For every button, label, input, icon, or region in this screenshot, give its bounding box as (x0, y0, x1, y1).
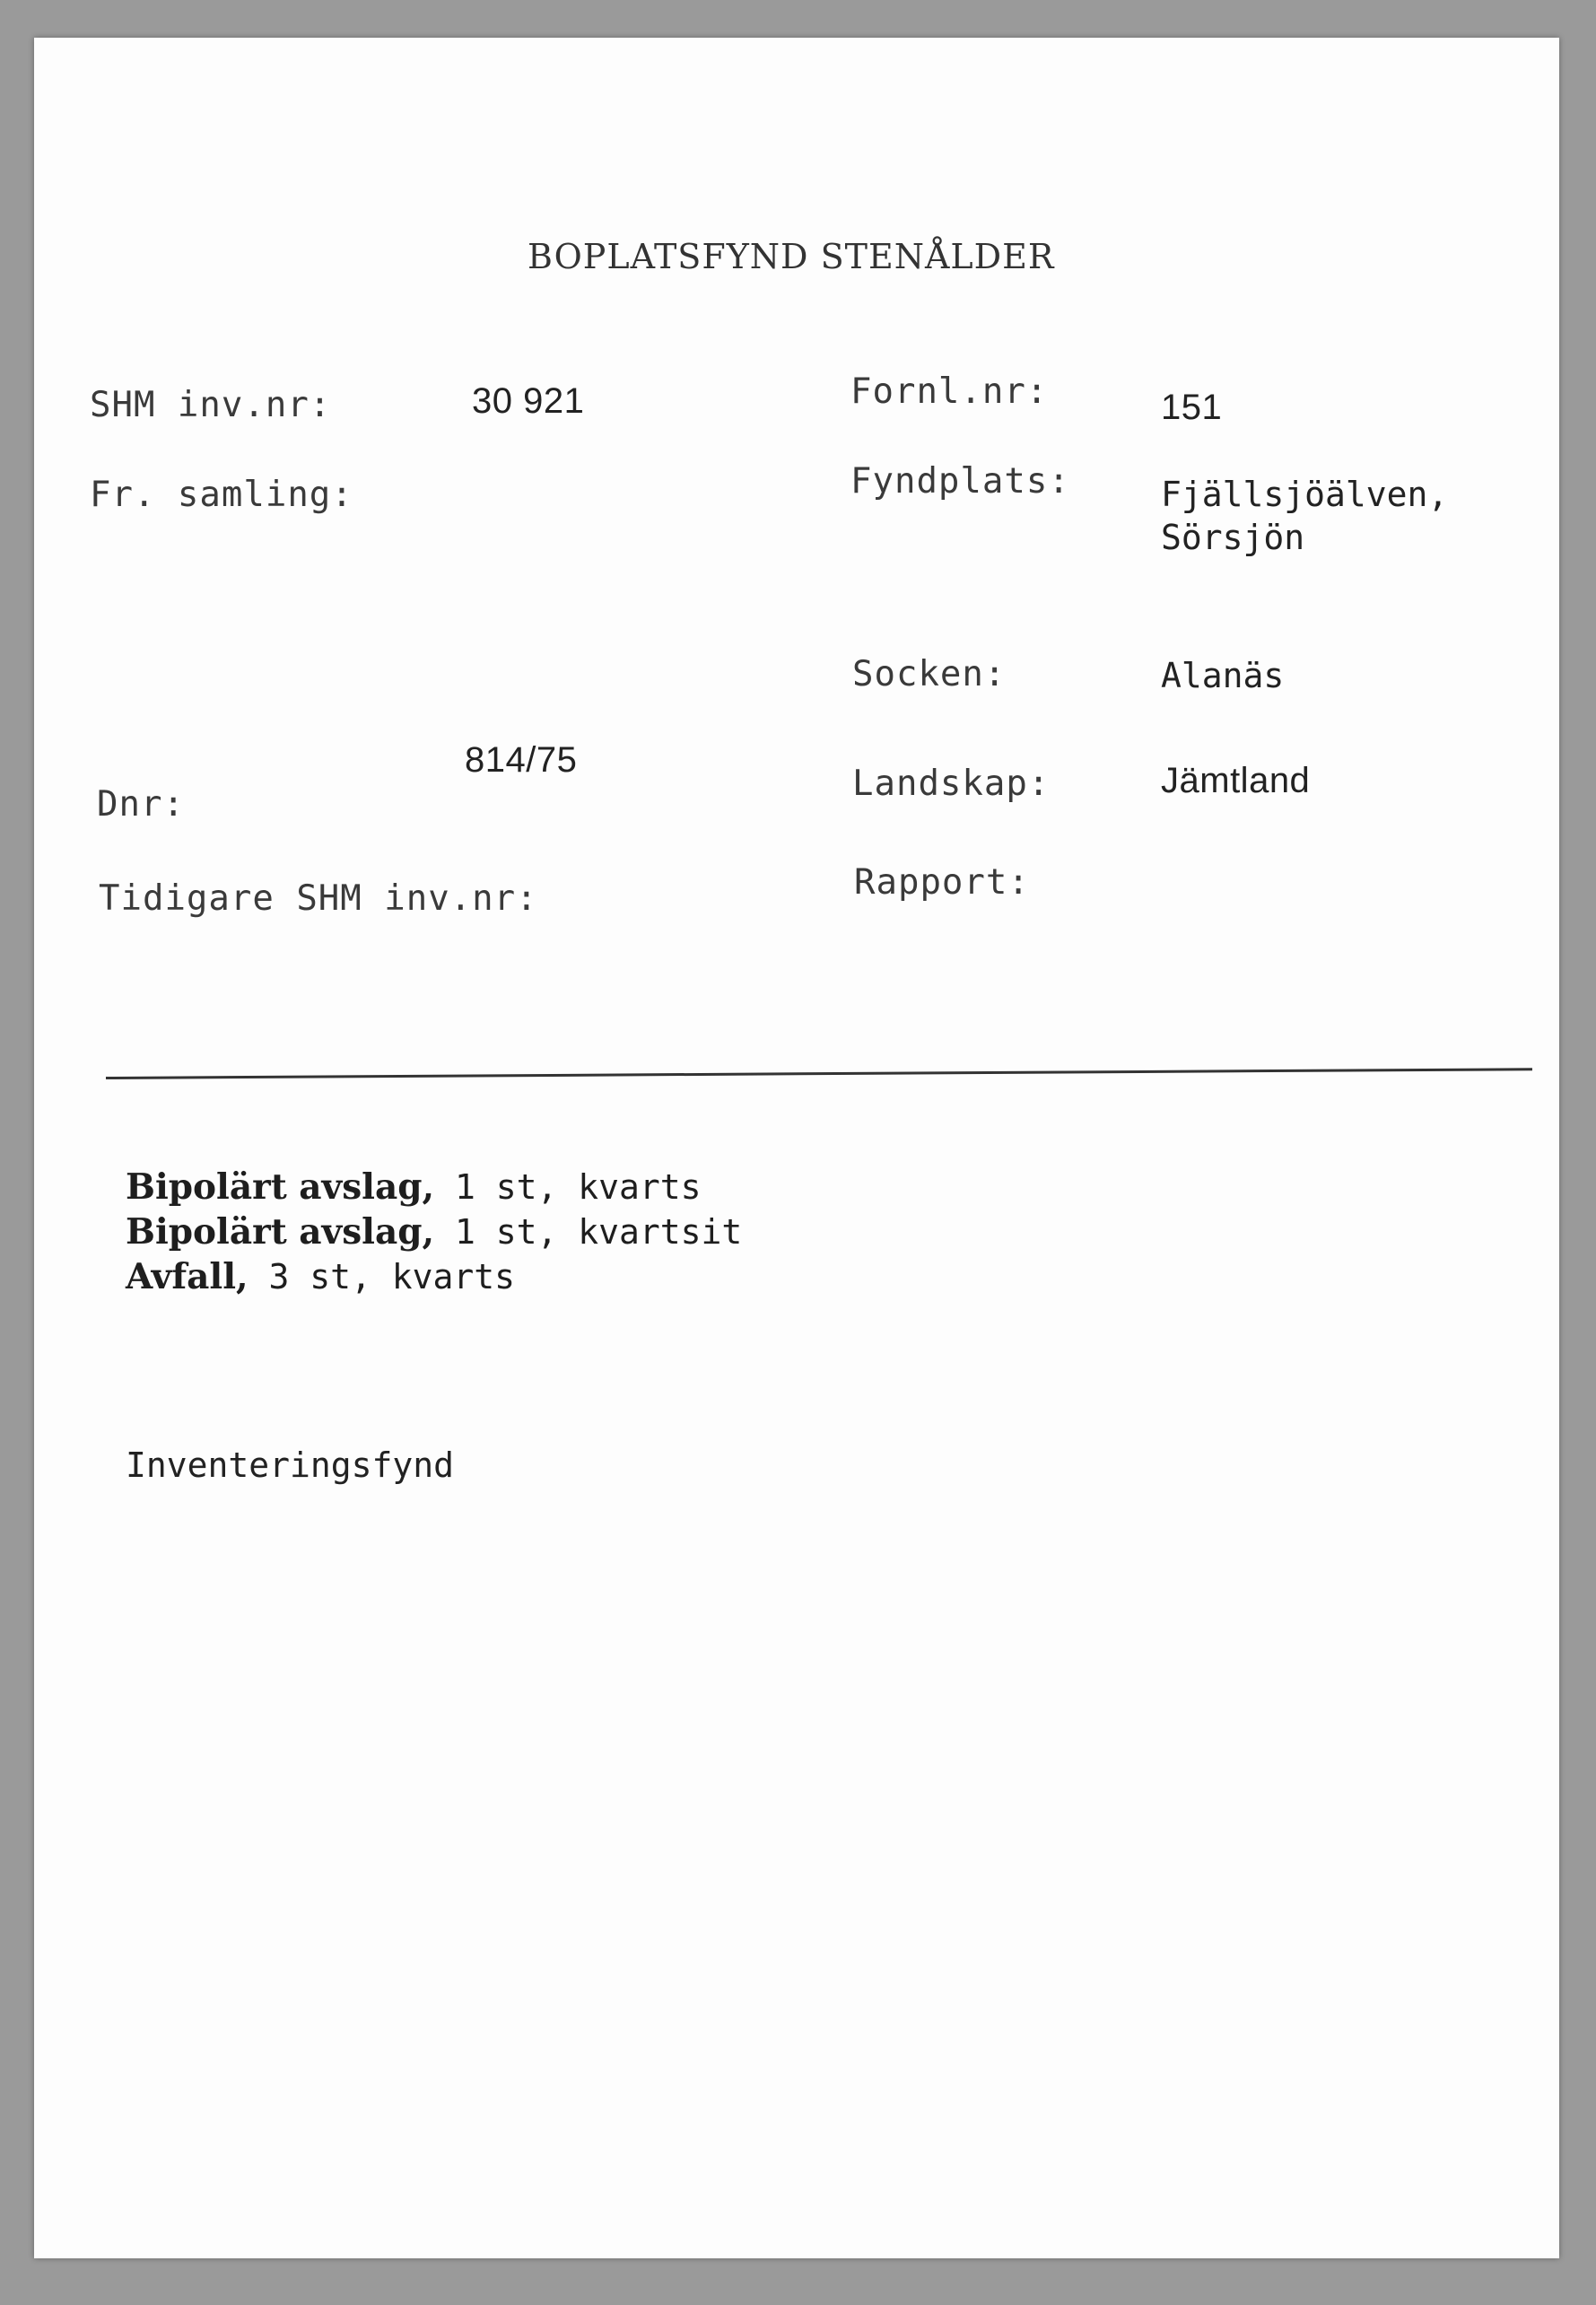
fr-samling-label: Fr. samling: (90, 475, 353, 515)
find-item-detail: 1 st, kvarts (434, 1167, 702, 1207)
landskap-label: Landskap: (852, 764, 1051, 804)
rapport-label: Rapport: (854, 862, 1030, 903)
fyndplats-label: Fyndplats: (850, 461, 1070, 502)
dnr-value: 814/75 (465, 740, 578, 780)
shm-inv-label: SHM inv.nr: (90, 385, 332, 425)
find-item-detail: 3 st, kvarts (248, 1257, 516, 1297)
fyndplats-value-line2: Sörsjön (1161, 518, 1305, 557)
card-title: BOPLATSFYND STENÅLDER (528, 237, 1055, 276)
socken-label: Socken: (852, 654, 1007, 694)
fyndplats-value-line1: Fjällsjöälven, (1161, 475, 1449, 514)
fornl-label: Fornl.nr: (850, 371, 1049, 412)
divider-line (106, 1068, 1532, 1079)
find-item-name: Avfall, (126, 1256, 249, 1297)
fornl-value: 151 (1161, 388, 1223, 427)
dnr-label: Dnr: (97, 784, 185, 825)
tidigare-shm-label: Tidigare SHM inv.nr: (99, 878, 538, 919)
find-item-name: Bipolärt avslag, (126, 1166, 435, 1208)
find-item-3 (126, 1256, 516, 1297)
index-card (34, 38, 1559, 2258)
find-item-name: Bipolärt avslag, (126, 1211, 435, 1253)
socken-value: Alanäs (1161, 656, 1285, 695)
landskap-value: Jämtland (1161, 761, 1311, 800)
note-text: Inventeringsfynd (126, 1445, 455, 1485)
find-item-2 (126, 1211, 743, 1253)
find-item-1 (126, 1166, 702, 1208)
shm-inv-value: 30 921 (472, 381, 585, 421)
find-item-detail: 1 st, kvartsit (434, 1212, 743, 1252)
